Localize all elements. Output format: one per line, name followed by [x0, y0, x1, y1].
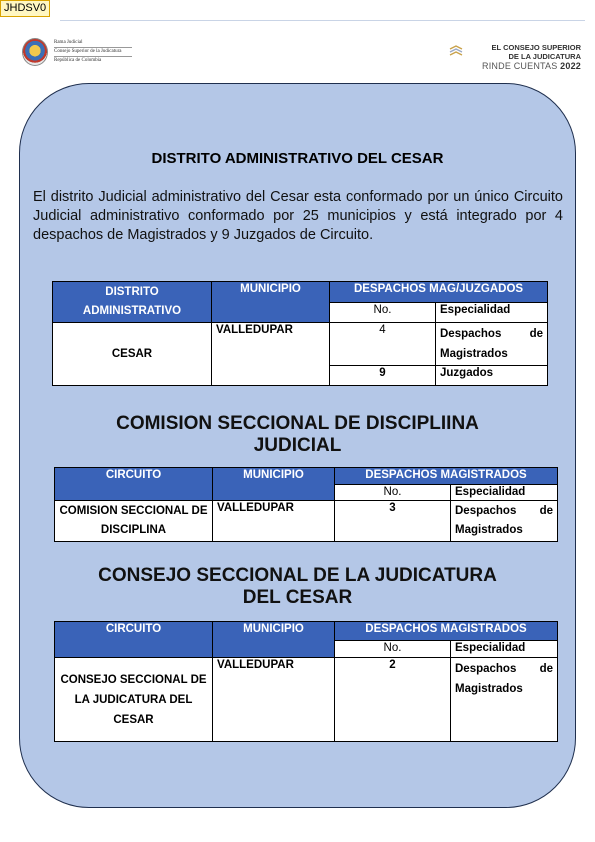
section1-intro: El distrito Judicial administrativo del Cesar esta conformado por un único Circuito Judicial administrativo conformado por 25 municipios y está integrado por 4 despachos de Magistrados y 9 Juzgados de Circuito.: [33, 189, 563, 243]
esp-word-2: de: [539, 663, 554, 675]
esp-word-2: de: [529, 328, 544, 340]
circuito-header: CIRCUITO: [55, 468, 213, 501]
rama-judicial-logo: [22, 38, 132, 66]
circuito-header: CIRCUITO: [55, 622, 213, 658]
no-subheader: No.: [335, 641, 451, 658]
section2-title: [20, 413, 575, 457]
row1-no-cell: 4: [330, 323, 436, 366]
left-logo-text: [54, 40, 132, 64]
esp-word-1: Despachos: [455, 505, 517, 517]
municipio-cell: VALLEDUPAR: [213, 658, 335, 742]
especialidad-cell: [451, 501, 558, 542]
right-logo-line-1: EL CONSEJO SUPERIOR: [491, 43, 581, 52]
section3-title-line-1: CONSEJO SECCIONAL DE LA JUDICATURA: [98, 565, 497, 586]
esp-word-1: Despachos: [455, 663, 517, 675]
left-logo-divider: [54, 56, 132, 57]
row2-no-cell: 9: [330, 366, 436, 386]
esp-word-3: Magistrados: [455, 683, 523, 695]
section1-title: DISTRITO ADMINISTRATIVO DEL CESAR: [151, 150, 444, 167]
row1-especialidad-cell: [436, 323, 548, 366]
circuito-cell: COMISION SECCIONAL DE DISCIPLINA: [55, 501, 213, 542]
left-logo-line-1: Rama Judicial: [54, 40, 83, 45]
district-header: DISTRITO ADMINISTRATIVO: [53, 282, 212, 323]
despachos-header: DESPACHOS MAG/JUZGADOS: [330, 282, 548, 303]
esp-word-3: Magistrados: [440, 348, 508, 360]
rinde-cuentas-text: RINDE CUENTAS: [482, 61, 558, 71]
especialidad-cell: [451, 658, 558, 742]
municipio-header: MUNICIPIO: [213, 622, 335, 658]
right-logo-line-2: DE LA JUDICATURA: [508, 52, 581, 61]
row2-especialidad-cell: Juzgados: [436, 366, 548, 386]
section3-title-line-2: DEL CESAR: [242, 587, 353, 608]
especialidad-subheader: Especialidad: [436, 303, 548, 323]
page-tag: JHDSV0: [0, 0, 50, 17]
left-logo-line-3: República de Colombia: [54, 58, 102, 63]
despachos-header: DESPACHOS MAGISTRADOS: [335, 622, 558, 641]
coat-of-arms-icon: [22, 38, 48, 66]
municipio-header: MUNICIPIO: [212, 282, 330, 323]
rinde-cuentas-logo: [441, 41, 581, 81]
esp-word-3: Magistrados: [455, 524, 523, 536]
especialidad-subheader: Especialidad: [451, 485, 558, 501]
esp-word-1: Despachos: [440, 328, 502, 340]
no-cell: 3: [335, 501, 451, 542]
esp-word-2: de: [539, 505, 554, 517]
no-subheader: No.: [335, 485, 451, 501]
especialidad-subheader: Especialidad: [451, 641, 558, 658]
municipio-cell: VALLEDUPAR: [213, 501, 335, 542]
section2-title-line-1: COMISION SECCIONAL DE DISCIPLIINA: [116, 413, 479, 434]
district-cell: CESAR: [53, 323, 212, 386]
circuito-cell: CONSEJO SECCIONAL DE LA JUDICATURA DEL CESAR: [55, 658, 213, 742]
balance-mark-icon: [449, 45, 463, 59]
year-text: 2022: [560, 61, 581, 71]
left-logo-divider: [54, 47, 132, 48]
right-logo-line-3: [482, 61, 581, 71]
no-cell: 2: [335, 658, 451, 742]
municipio-cell: VALLEDUPAR: [212, 323, 330, 386]
municipio-header: MUNICIPIO: [213, 468, 335, 501]
no-subheader: No.: [330, 303, 436, 323]
comision-table: [54, 467, 558, 542]
top-rule: [60, 20, 585, 21]
section2-title-line-2: JUDICIAL: [253, 435, 342, 456]
section3-title: [20, 565, 575, 609]
content-panel: [19, 83, 576, 808]
consejo-table: [54, 621, 558, 742]
district-table: [52, 281, 548, 386]
left-logo-line-2: Consejo Superior de la Judicatura: [54, 49, 122, 54]
despachos-header: DESPACHOS MAGISTRADOS: [335, 468, 558, 485]
